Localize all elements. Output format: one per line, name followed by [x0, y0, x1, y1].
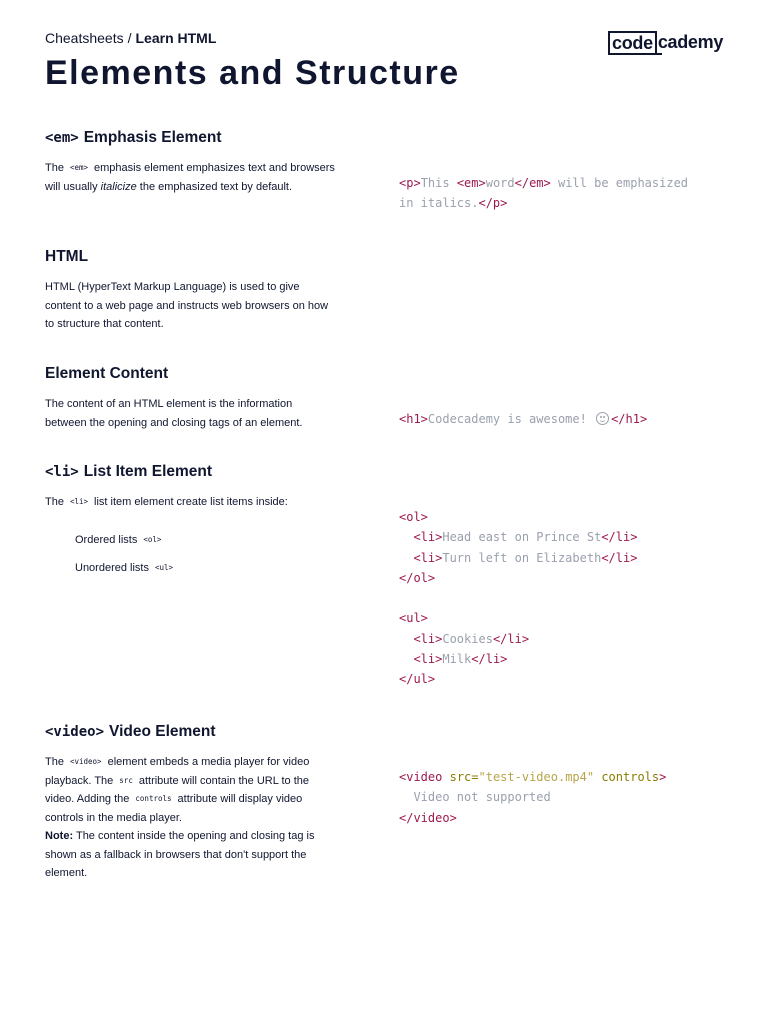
code-tag: <video [399, 770, 443, 784]
code-tag: </li> [601, 550, 638, 565]
section-li [45, 463, 335, 582]
section-tag: <video> [45, 724, 105, 740]
section-title: Element Content [45, 365, 169, 382]
list-item [75, 554, 335, 582]
code-text: Milk [442, 652, 472, 667]
code-tag: <ol> [399, 510, 428, 524]
desc-text: attribute will display video controls in the media player. [45, 793, 303, 824]
section-title [45, 463, 335, 481]
inline-code: <ol> [143, 534, 162, 544]
code-text: This [420, 176, 457, 190]
section-description [45, 753, 335, 883]
code-tag: <li> [413, 530, 443, 545]
breadcrumb-current: Learn HTML [135, 30, 217, 46]
inline-code: src [119, 775, 133, 785]
code-text: will be emphasized [550, 176, 689, 190]
logo-box-text: code [608, 31, 657, 55]
inline-code: <video> [69, 757, 102, 766]
note-text: The content inside the opening and closing tag is shown as a fallback in browsers that don't support the element. [45, 830, 315, 879]
desc-text: The [45, 496, 64, 508]
code-text: Codecademy is awesome! [427, 412, 595, 426]
section-description [45, 493, 335, 512]
code-text: Cookies [442, 631, 493, 646]
list-item-label: Unordered lists [75, 561, 149, 574]
code-tag: <li> [413, 652, 443, 667]
code-tag: <h1> [399, 412, 428, 426]
code-text: word [485, 176, 515, 190]
breadcrumb [45, 30, 216, 46]
code-text: in italics. [399, 196, 479, 211]
code-tag: <li> [413, 631, 443, 646]
section-description: HTML (HyperText Markup Language) is used to give content to a web page and instructs web browsers on how to structure that content. [45, 281, 329, 330]
code-tag: </li> [492, 631, 530, 646]
list-item-label: Ordered lists [75, 533, 138, 546]
code-tag: <p> [399, 176, 421, 190]
note-label: Note: [45, 830, 74, 842]
page-title: Elements and Structure [45, 54, 460, 92]
inline-code: <ul> [154, 562, 174, 572]
code-tag: </em> [514, 176, 551, 190]
section-title-text: Emphasis Element [83, 129, 222, 146]
section-title-text: Video Element [109, 723, 216, 740]
code-example-em [399, 173, 729, 214]
desc-text: attribute will contain the URL to the video. Adding the [45, 774, 310, 805]
code-tag: </ol> [399, 570, 436, 585]
section-tag: <li> [45, 464, 79, 480]
codecademy-logo[interactable] [608, 31, 723, 55]
section-title: HTML [45, 248, 89, 265]
code-tag: </video> [399, 810, 457, 825]
breadcrumb-parent-link[interactable]: Cheatsheets [45, 30, 124, 46]
section-video [45, 723, 335, 883]
section-title [45, 723, 335, 741]
code-attr: src= [449, 770, 479, 784]
code-example-h1 [399, 409, 729, 429]
desc-text: the emphasized text by default. [139, 180, 293, 193]
smiley-icon [596, 412, 609, 425]
code-example-video [399, 767, 729, 828]
code-tag: <ul> [399, 611, 428, 626]
section-description [45, 159, 335, 196]
code-example-lists [399, 507, 729, 690]
code-text: Head east on Prince St [442, 530, 602, 545]
section-title-text: List Item Element [83, 463, 213, 480]
section-title [45, 129, 335, 147]
code-tag: </p> [478, 196, 508, 211]
code-tag: > [659, 770, 667, 784]
desc-text: emphasis element emphasizes text and browsers will usually [45, 162, 335, 193]
code-attr: controls [601, 770, 660, 784]
code-tag: </li> [601, 530, 638, 545]
code-string: "test-video.mp4" [478, 770, 595, 784]
inline-code: controls [135, 794, 172, 803]
inline-code: <em> [69, 163, 89, 172]
desc-text: element embeds a media player for video playback. The [45, 756, 310, 787]
section-element-content [45, 365, 335, 432]
code-tag: <li> [413, 550, 443, 565]
breadcrumb-separator: / [127, 30, 132, 46]
desc-italic: italicize [100, 180, 137, 193]
logo-rest-text: cademy [657, 31, 723, 55]
inline-code: <li> [69, 497, 89, 506]
section-html [45, 248, 335, 334]
list-item [75, 526, 335, 554]
desc-text: list item element create list items inside: [94, 496, 288, 508]
code-tag: </li> [471, 652, 508, 667]
desc-text: The [45, 162, 64, 174]
desc-text: The [45, 756, 64, 768]
code-tag: <em> [456, 176, 486, 190]
list-types [45, 526, 335, 582]
section-em [45, 129, 335, 196]
code-text: Video not supported [413, 790, 551, 805]
section-tag: <em> [45, 130, 79, 146]
code-tag: </ul> [399, 672, 436, 687]
code-tag: </h1> [611, 412, 648, 426]
code-text: Turn left on Elizabeth [442, 550, 602, 565]
section-description: The content of an HTML element is the information between the opening and closing tags of an element. [45, 398, 303, 429]
